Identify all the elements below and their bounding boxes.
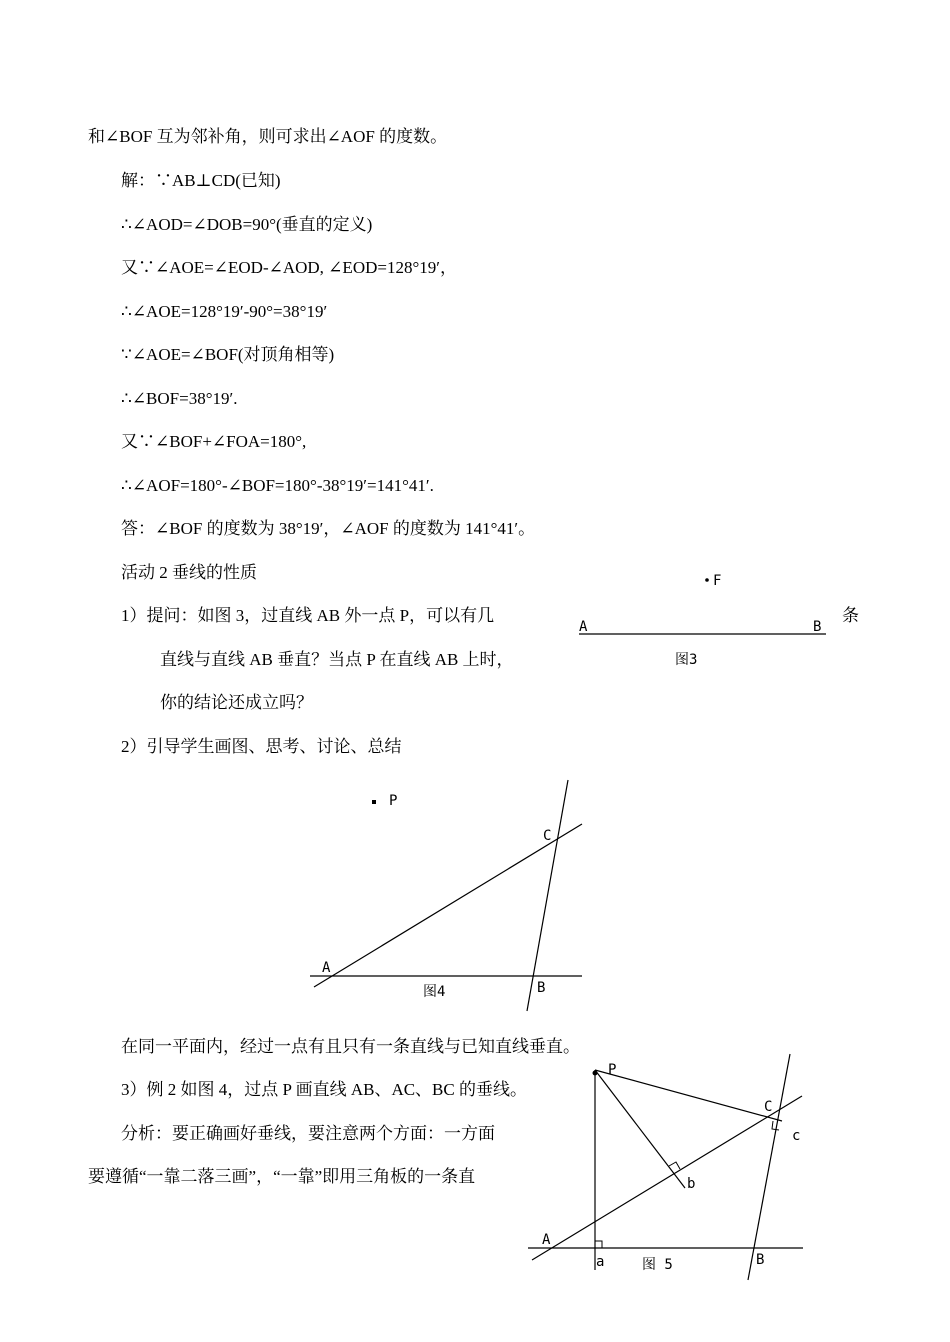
right-angle-a	[595, 1241, 602, 1248]
label-B: B	[813, 619, 822, 635]
line-BC	[748, 1054, 790, 1280]
text-line-10: 答：∠BOF 的度数为 38°19′，∠AOF 的度数为 141°41′。	[121, 519, 536, 538]
figure-5-caption: 图 5	[642, 1257, 673, 1273]
line-AC	[314, 824, 582, 987]
foot-c: c	[792, 1128, 801, 1144]
text-line-4: 又∵∠AOE=∠EOD-∠AOD, ∠EOD=128°19′，	[121, 258, 457, 277]
analysis-line-1: 分析：要正确画好垂线，要注意两个方面：一方面	[121, 1124, 495, 1143]
foot-a: a	[596, 1254, 605, 1270]
text-line-9: ∴∠AOF=180°-∠BOF=180°-38°19′=141°41′.	[121, 476, 434, 495]
label-A: A	[542, 1232, 551, 1248]
point-F-dot	[705, 578, 709, 582]
label-A: A	[579, 619, 588, 635]
label-C: C	[543, 828, 552, 844]
section-heading: 活动 2 垂线的性质	[121, 563, 257, 582]
question-1: 1）提问：如图 3，过直线 AB 外一点 P，可以有几	[121, 606, 495, 625]
question-1-line-2: 直线与直线 AB 垂直？当点 P 在直线 AB 上时，	[160, 650, 514, 669]
conclusion: 在同一平面内，经过一点有且只有一条直线与已知直线垂直。	[121, 1037, 580, 1056]
figure-4	[300, 770, 600, 1020]
label-B: B	[537, 980, 546, 996]
right-angle-b	[669, 1162, 680, 1169]
label-C: C	[764, 1099, 773, 1115]
question-1-line-3: 你的结论还成立吗？	[160, 693, 313, 712]
figure-3-caption: 图3	[675, 652, 698, 668]
label-P: P	[608, 1062, 617, 1078]
analysis-line-2: 要遵循“一靠二落三画”，“一靠”即用三角板的一条直	[88, 1167, 476, 1186]
right-angle-c	[772, 1121, 779, 1130]
point-F-label: F	[713, 573, 722, 589]
text-line-3: ∴∠AOD=∠DOB=90°(垂直的定义)	[121, 215, 373, 234]
figure-3	[570, 565, 840, 675]
label-B: B	[756, 1252, 765, 1268]
point-P-label: P	[389, 793, 398, 809]
point-P-dot	[372, 800, 376, 804]
text-line-7: ∴∠BOF=38°19′.	[121, 389, 238, 408]
figure-5	[520, 1048, 810, 1288]
text-line-2: 解：∵AB⊥CD(已知)	[121, 171, 281, 190]
figure-4-caption: 图4	[423, 984, 446, 1000]
line-AC	[532, 1096, 802, 1260]
foot-b: b	[687, 1176, 696, 1192]
perpendicular-Pc	[595, 1070, 782, 1121]
question-1-end: 条	[842, 606, 859, 625]
text-line-8: 又∵∠BOF+∠FOA=180°,	[121, 432, 307, 451]
text-line-6: ∵∠AOE=∠BOF(对顶角相等)	[121, 345, 335, 364]
text-line-5: ∴∠AOE=128°19′-90°=38°19′	[121, 302, 328, 321]
perpendicular-Pb	[595, 1070, 685, 1188]
example-2: 3）例 2 如图 4，过点 P 画直线 AB、AC、BC 的垂线。	[121, 1080, 527, 1099]
point-P-dot	[593, 1071, 598, 1076]
step-2: 2）引导学生画图、思考、讨论、总结	[121, 737, 402, 756]
text-line-1: 和∠BOF 互为邻补角，则可求出∠AOF 的度数。	[88, 127, 448, 146]
label-A: A	[322, 960, 331, 976]
